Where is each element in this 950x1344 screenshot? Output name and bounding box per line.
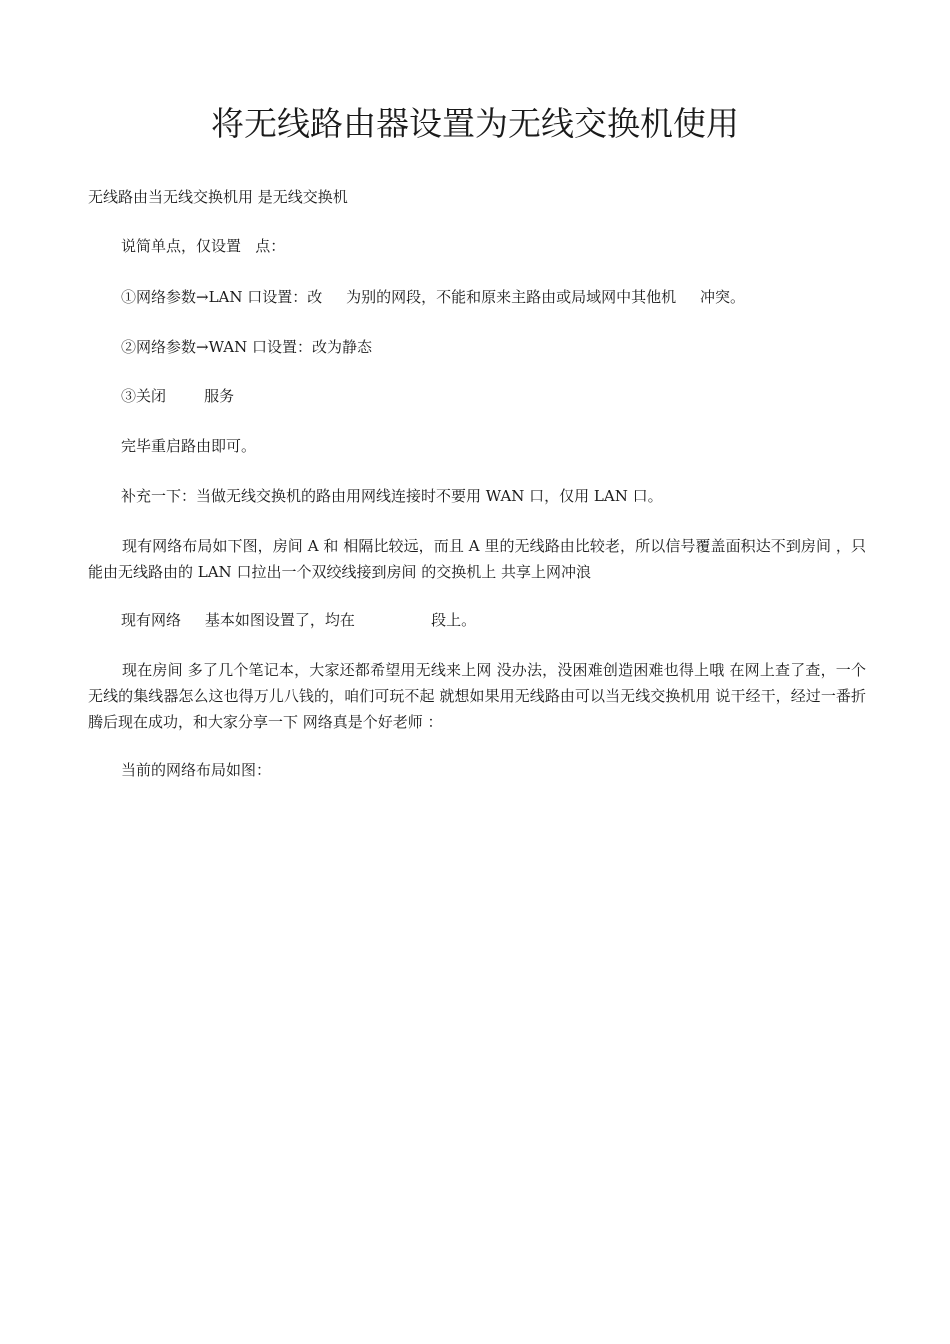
paragraph-summary: 说简单点，仅设置 点： [121,237,286,255]
document-title: 将无线路由器设置为无线交换机使用 [211,104,739,143]
paragraph-story: 现在房间 多了几个笔记本，大家还都希望用无线来上网 没办法，没困难创造困难也得上哦 在网上查了查，一个无线的集线器怎么这也得万儿八钱的，咱们可玩不起 就想如果用无线路由可以当无线交换机用 说干经干，经过一番折腾后现在成功，和大家分享一下 网络真是个好老师 ： [88,661,866,731]
paragraph-network-settings: 现有网络 基本如图设置了，均在 段上。 [121,611,477,629]
step-3-disable-service: ③关闭 服务 [121,387,235,405]
step-1-lan-setting: ①网络参数→LAN 口设置：改 为别的网段，不能和原来主路由或局域网中其他机 冲突。 [121,288,745,306]
paragraph-network-layout: 现有网络布局如下图，房间 A 和 相隔比较远，而且 A 里的无线路由比较老，所以信号覆盖面积达不到房间 ，只能由无线路由的 LAN 口拉出一个双绞线接到房间 的交换机上 共享上网冲浪 [88,537,866,581]
paragraph-current-layout: 当前的网络布局如图： [121,761,272,779]
paragraph-intro: 无线路由当无线交换机用 是无线交换机 [88,188,348,206]
step-2-wan-setting: ②网络参数→WAN 口设置：改为静态 [121,338,372,356]
paragraph-supplement: 补充一下：当做无线交换机的路由用网线连接时不要用 WAN 口，仅用 LAN 口。 [121,487,663,505]
paragraph-reboot: 完毕重启路由即可。 [121,437,257,455]
